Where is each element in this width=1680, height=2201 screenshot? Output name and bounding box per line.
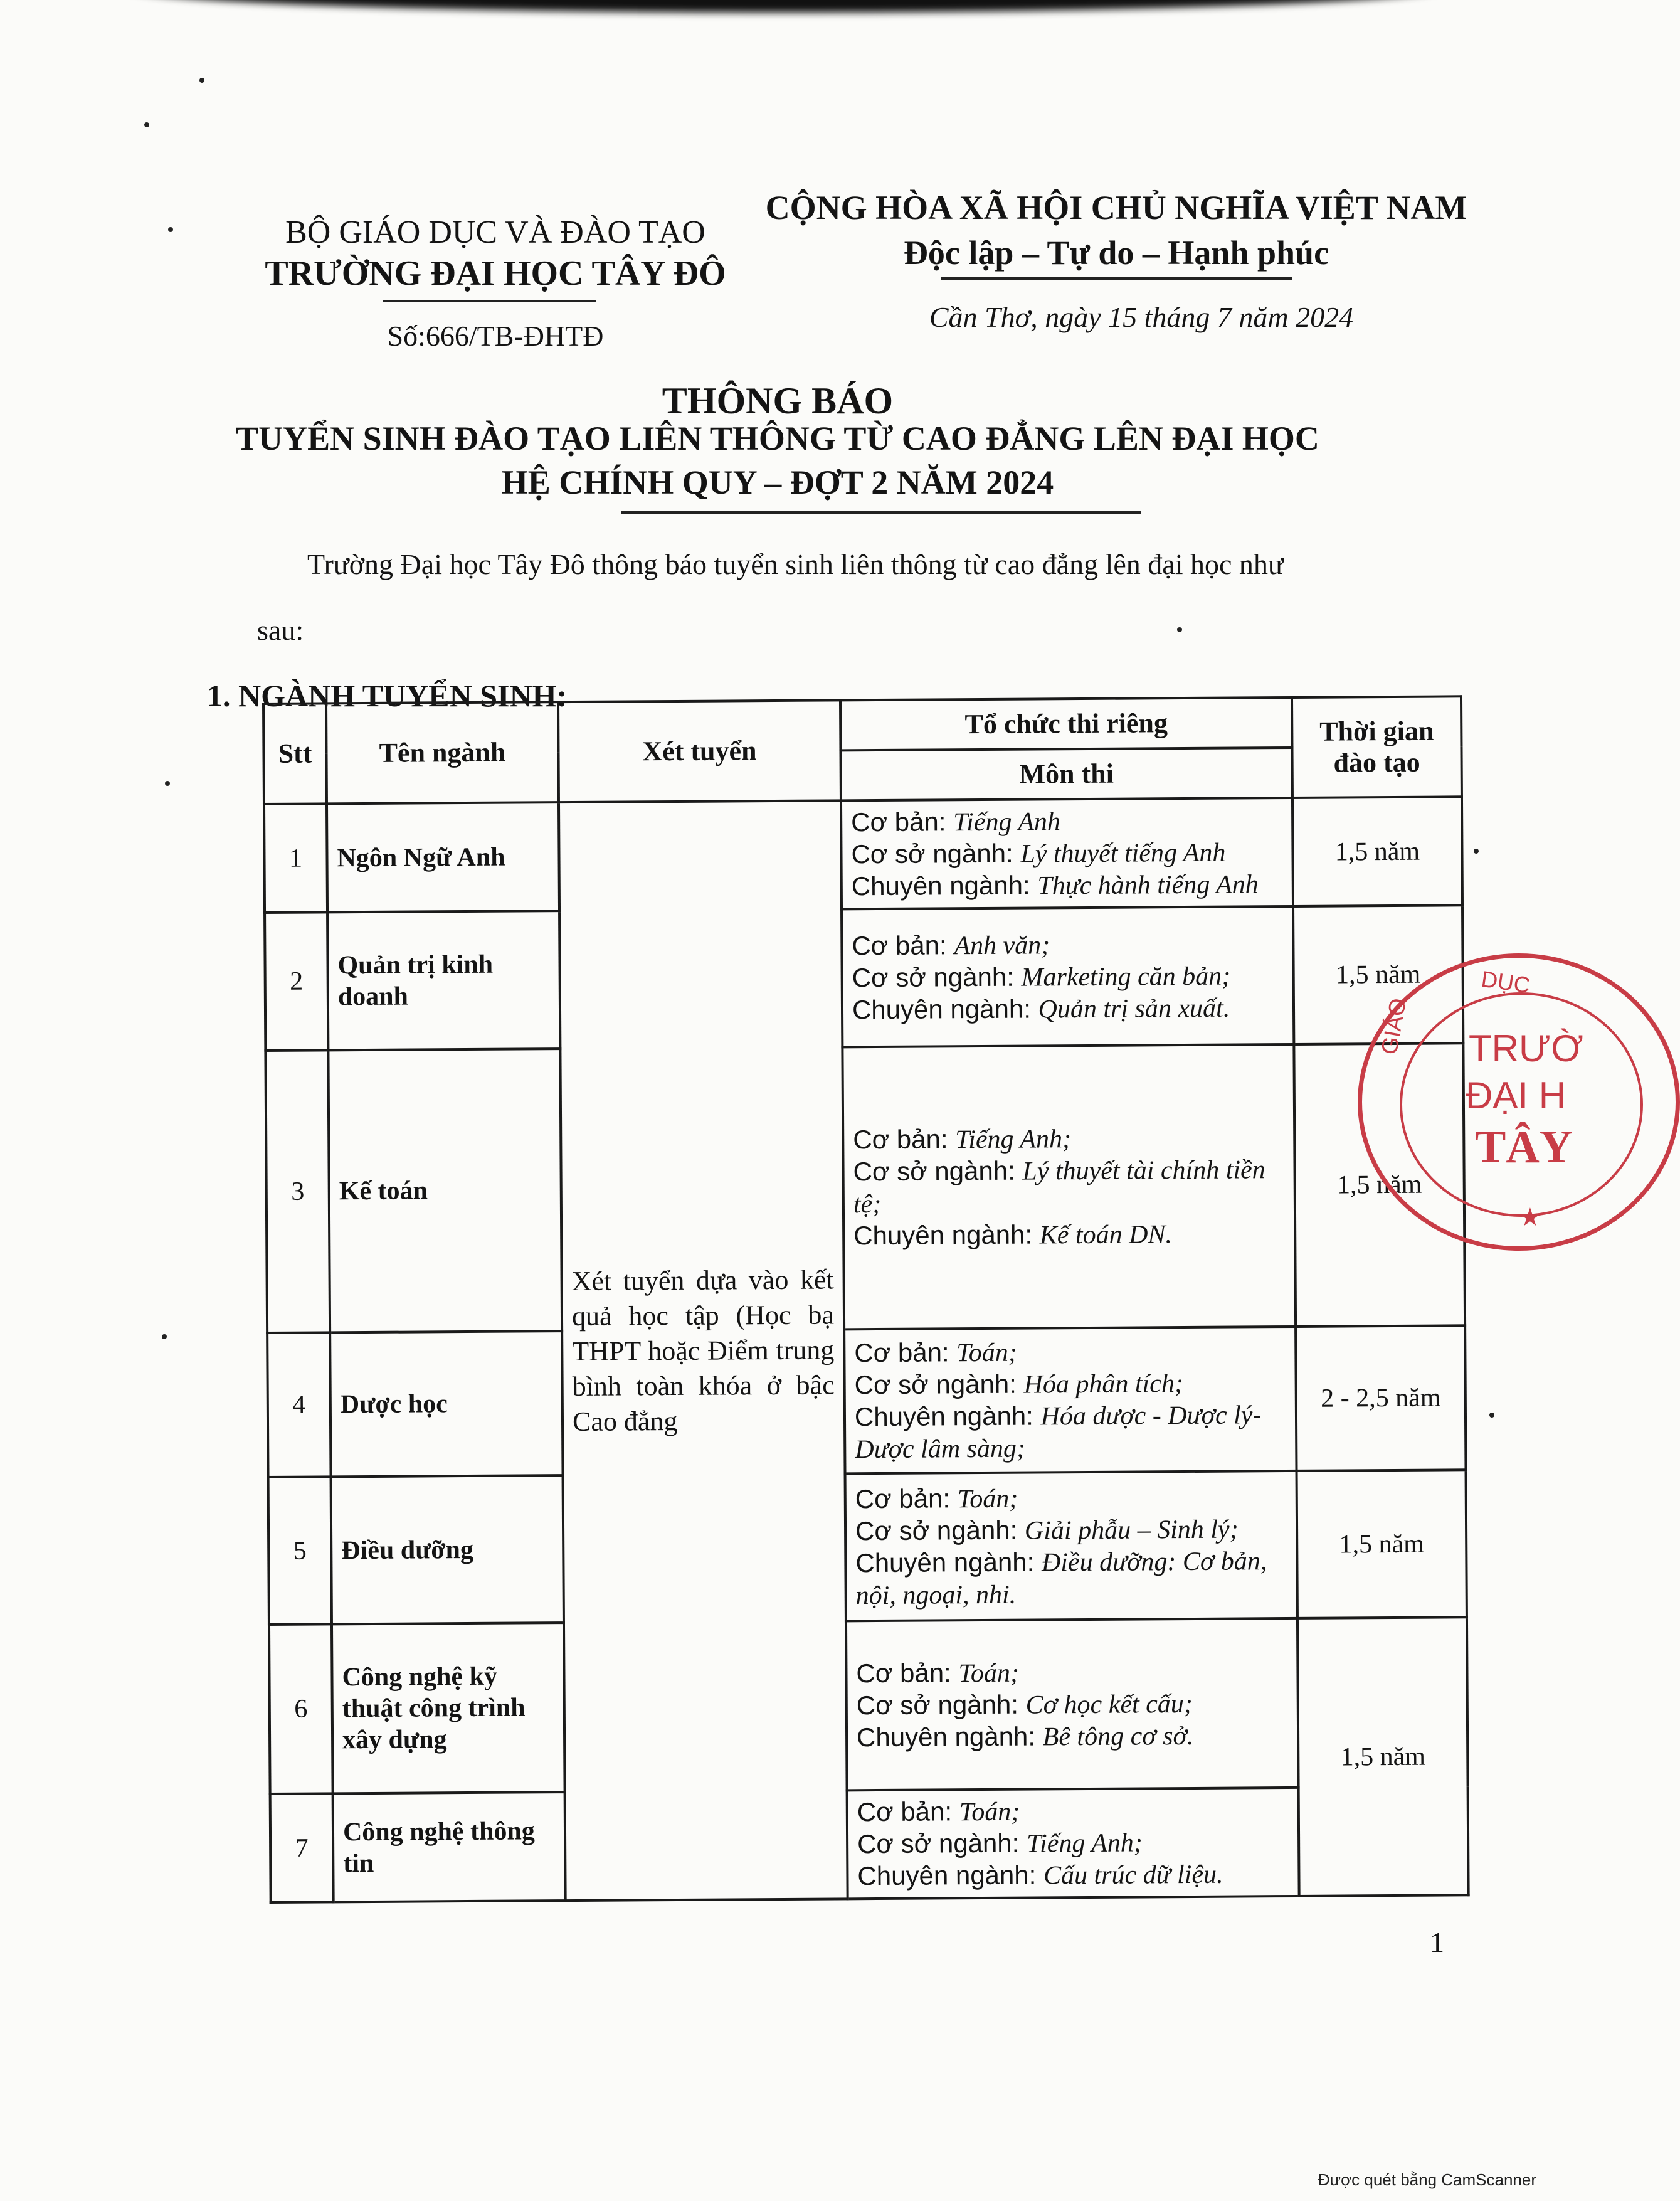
university-seal <box>1358 953 1680 1251</box>
table-row <box>267 1325 1466 1477</box>
subject-specialized: Hóa dược - Dược lý-Dược lâm sàng; <box>855 1401 1262 1465</box>
subject-basic: Toán; <box>958 1658 1020 1688</box>
label-basic: Cơ bản: <box>856 1657 959 1688</box>
row-stt: 2 <box>265 912 328 1051</box>
subject-foundation: Giải phẫu – Sinh lý; <box>1024 1515 1239 1546</box>
subject-specialized: Quản trị sản xuất. <box>1038 994 1230 1024</box>
ministry-name: BỘ GIÁO DỤC VÀ ĐÀO TẠO <box>285 215 705 250</box>
label-basic: Cơ bản: <box>852 930 954 960</box>
label-basic: Cơ bản: <box>857 1796 959 1827</box>
section-heading-majors: 1. NGÀNH TUYỂN SINH: <box>207 678 568 713</box>
label-basic: Cơ bản: <box>851 807 954 837</box>
row-subjects <box>846 1618 1299 1790</box>
row-duration: 1,5 năm <box>1297 1470 1467 1618</box>
row-duration: 1,5 năm <box>1293 905 1463 1044</box>
scan-speck <box>1177 627 1182 632</box>
subject-foundation: Lý thuyết tiếng Anh <box>1020 838 1226 869</box>
university-name: TRƯỜNG ĐẠI HỌC TÂY ĐÔ <box>265 254 726 293</box>
label-foundation: Cơ sở ngành: <box>857 1828 1027 1859</box>
subject-specialized: Kế toán DN. <box>1039 1220 1173 1250</box>
row-stt: 5 <box>268 1477 332 1625</box>
table-row <box>268 1470 1467 1625</box>
table-row <box>265 905 1463 1051</box>
seal-text-2: ĐẠI H <box>1466 1074 1566 1116</box>
row-major-name: Công nghệ thông tin <box>333 1792 566 1902</box>
place-and-date: Cần Thơ, ngày 15 tháng 7 năm 2024 <box>929 301 1354 333</box>
title-underline <box>621 511 1141 514</box>
page-number: 1 <box>1430 1926 1444 1958</box>
university-underline <box>383 300 596 302</box>
row-subjects <box>844 1327 1296 1473</box>
notice-program: HỆ CHÍNH QUY – ĐỢT 2 NĂM 2024 <box>501 464 1054 501</box>
row-major-name: Công nghệ kỹ thuật công trình xây dựng <box>332 1623 565 1793</box>
notice-subtitle: TUYỂN SINH ĐÀO TẠO LIÊN THÔNG TỪ CAO ĐẲNG LÊN ĐẠI HỌC <box>236 420 1319 457</box>
row-major-name: Dược học <box>330 1331 563 1477</box>
row-duration: 1,5 năm <box>1297 1617 1469 1896</box>
subject-specialized: Bê tông cơ sở. <box>1042 1721 1194 1751</box>
national-motto: Độc lập – Tự do – Hạnh phúc <box>903 234 1329 272</box>
scan-speck <box>162 1334 167 1339</box>
label-foundation: Cơ sở ngành: <box>852 962 1022 992</box>
row-stt: 7 <box>270 1793 334 1902</box>
seal-side-text: GIÁO <box>1376 996 1412 1057</box>
majors-table <box>262 695 1470 1904</box>
label-specialized: Chuyên ngành: <box>852 993 1038 1024</box>
table-row <box>265 1043 1465 1333</box>
scan-speck <box>165 781 170 786</box>
subject-basic: Toán; <box>957 1484 1018 1514</box>
admission-method: Xét tuyển dựa vào kết quả học tập (Học bạ THPT hoặc Điểm trung bình toàn khóa ở bậc Cao đẳng <box>559 800 848 1901</box>
label-specialized: Chuyên ngành: <box>855 1546 1042 1578</box>
row-major-name: Điều dưỡng <box>331 1475 564 1624</box>
label-foundation: Cơ sở ngành: <box>853 1155 1023 1187</box>
scan-speck <box>1489 1413 1494 1418</box>
motto-underline <box>941 277 1292 280</box>
header-subjects: Môn thi <box>840 748 1292 800</box>
header-stt: Stt <box>263 703 327 804</box>
label-basic: Cơ bản: <box>854 1337 957 1368</box>
row-subjects <box>845 1471 1297 1621</box>
subject-specialized: Cấu trúc dữ liệu. <box>1043 1860 1223 1891</box>
subject-specialized: Thực hành tiếng Anh <box>1037 870 1259 901</box>
label-specialized: Chuyên ngành: <box>856 1721 1043 1752</box>
row-stt: 1 <box>264 803 327 913</box>
seal-ring-text: DỤC <box>1479 965 1532 999</box>
scan-speck <box>168 227 173 232</box>
subject-basic: Anh văn; <box>954 930 1050 960</box>
row-stt: 4 <box>267 1332 330 1477</box>
country-name: CỘNG HÒA XÃ HỘI CHỦ NGHĨA VIỆT NAM <box>765 189 1467 226</box>
label-foundation: Cơ sở ngành: <box>851 838 1021 869</box>
subject-specialized: Điều dưỡng: Cơ bản, nội, ngoại, nhi. <box>855 1546 1267 1610</box>
row-stt: 3 <box>265 1050 330 1333</box>
header-admission: Xét tuyển <box>558 700 841 802</box>
label-foundation: Cơ sở ngành: <box>855 1515 1025 1546</box>
row-major-name: Ngôn Ngữ Anh <box>327 802 559 912</box>
row-subjects <box>842 906 1294 1047</box>
document-number: Số:666/TB-ĐHTĐ <box>387 320 604 352</box>
header-major-name: Tên ngành <box>326 702 559 803</box>
header-duration: Thời gian đào tạo <box>1292 696 1462 798</box>
table-row <box>269 1617 1468 1794</box>
subject-foundation: Tiếng Anh; <box>1026 1828 1143 1859</box>
label-foundation: Cơ sở ngành: <box>854 1369 1024 1400</box>
subject-basic: Tiếng Anh <box>953 807 1061 837</box>
subject-foundation: Cơ học kết cấu; <box>1025 1689 1193 1720</box>
row-stt: 6 <box>269 1624 333 1794</box>
row-subjects <box>841 798 1293 909</box>
label-foundation: Cơ sở ngành: <box>856 1689 1026 1720</box>
label-specialized: Chuyên ngành: <box>851 870 1038 901</box>
row-major-name: Kế toán <box>328 1049 562 1332</box>
row-duration: 2 - 2,5 năm <box>1296 1325 1466 1471</box>
row-duration: 1,5 năm <box>1292 797 1462 906</box>
label-specialized: Chuyên ngành: <box>857 1860 1044 1891</box>
subject-basic: Tiếng Anh; <box>955 1125 1072 1155</box>
scan-speck <box>1474 849 1479 854</box>
subject-foundation: Lý thuyết tài chính tiền tệ; <box>853 1155 1265 1219</box>
row-subjects <box>847 1788 1299 1899</box>
label-specialized: Chuyên ngành: <box>853 1219 1040 1251</box>
table-row <box>264 797 1462 913</box>
scan-speck <box>199 78 204 83</box>
label-specialized: Chuyên ngành: <box>854 1401 1041 1432</box>
seal-text-3: TÂY <box>1475 1122 1573 1173</box>
table-header-row <box>263 696 1461 754</box>
seal-text-1: TRƯỜ <box>1469 1027 1583 1069</box>
header-exam-group: Tổ chức thi riêng <box>840 697 1292 750</box>
label-basic: Cơ bản: <box>855 1483 958 1514</box>
intro-line-2: sau: <box>257 614 304 646</box>
label-basic: Cơ bản: <box>853 1124 956 1155</box>
intro-line-1: Trường Đại học Tây Đô thông báo tuyển sinh liên thông từ cao đẳng lên đại học như <box>307 548 1284 580</box>
table-row <box>270 1786 1469 1902</box>
subject-basic: Toán; <box>956 1338 1017 1368</box>
subject-foundation: Marketing căn bản; <box>1021 962 1231 992</box>
subject-basic: Toán; <box>959 1797 1020 1827</box>
seal-star-icon: ★ <box>1519 1203 1541 1231</box>
subject-foundation: Hóa phân tích; <box>1023 1369 1183 1399</box>
scanner-watermark: Được quét bằng CamScanner <box>1318 2170 1536 2189</box>
scan-speck <box>144 122 149 127</box>
row-subjects <box>842 1044 1296 1329</box>
row-duration: 1,5 năm <box>1294 1043 1465 1327</box>
notice-title: THÔNG BÁO <box>662 380 894 422</box>
scan-edge-shadow <box>125 0 1442 13</box>
row-major-name: Quản trị kinh doanh <box>327 911 560 1050</box>
